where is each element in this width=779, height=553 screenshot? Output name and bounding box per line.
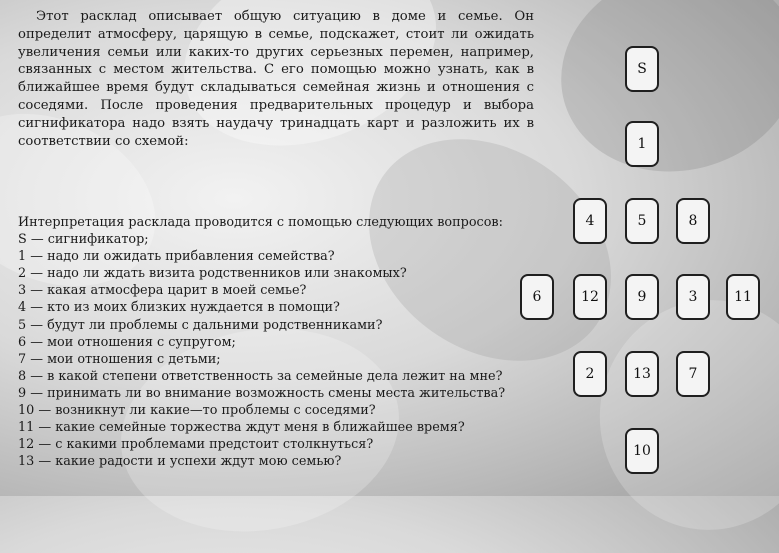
background-petal	[538, 0, 779, 198]
list-item: 3 — какая атмосфера царит в моей семье?	[18, 283, 307, 299]
card-4: 4	[573, 198, 607, 244]
intro-paragraph: Этот расклад описывает общую ситуацию в доме и семье. Он определит атмосферу, царящую в семье, подскажет, стоит ли ожидать увеличения семьи или каких-то других серьезных перемен, например, связанных с местом жительства. С его помощью можно узнать, как в ближайшее время будут складываться семейная жизнь и отношения с соседями. После проведения предварительных процедур и выбора сигнификатора надо взять наудачу тринадцать карт и разложить их в соответствии со схемой:	[18, 9, 534, 149]
list-item: 9 — принимать ли во внимание возможность смены места жительства?	[18, 385, 506, 401]
questions-heading: Интерпретация расклада проводится с помощью следующих вопросов:	[18, 215, 503, 230]
list-item: 11 — какие семейные торжества ждут меня в ближайшее время?	[18, 420, 465, 436]
list-item: 5 — будут ли проблемы с дальними родственниками?	[18, 317, 383, 333]
list-item: 1 — надо ли ожидать прибавления семейства?	[18, 249, 335, 265]
list-item: 8 — в какой степени ответственность за семейные дела лежит на мне?	[18, 368, 503, 384]
background-petal	[582, 283, 779, 548]
card-11: 11	[726, 274, 760, 320]
list-item: 4 — кто из моих близких нуждается в помощи?	[18, 300, 340, 316]
card-3: 3	[676, 274, 710, 320]
card-8: 8	[676, 198, 710, 244]
list-item: 7 — мои отношения с детьми;	[18, 351, 221, 367]
list-item: S — сигнификатор;	[18, 232, 149, 248]
card-1: 1	[625, 121, 659, 167]
list-item: 12 — с какими проблемами предстоит столкнуться?	[18, 437, 374, 453]
list-item: 10 — возникнут ли какие—то проблемы с соседями?	[18, 403, 376, 419]
card-6: 6	[520, 274, 554, 320]
card-13: 13	[625, 351, 659, 397]
card-10: 10	[625, 428, 659, 474]
card-s: S	[625, 46, 659, 92]
card-9: 9	[625, 274, 659, 320]
list-item: 2 — надо ли ждать визита родственников или знакомых?	[18, 266, 407, 282]
card-12: 12	[573, 274, 607, 320]
card-7: 7	[676, 351, 710, 397]
questions-list	[18, 214, 548, 470]
card-2: 2	[573, 351, 607, 397]
card-5: 5	[625, 198, 659, 244]
list-item: 13 — какие радости и успехи ждут мою семью?	[18, 454, 342, 470]
list-item: 6 — мои отношения с супругом;	[18, 334, 236, 350]
